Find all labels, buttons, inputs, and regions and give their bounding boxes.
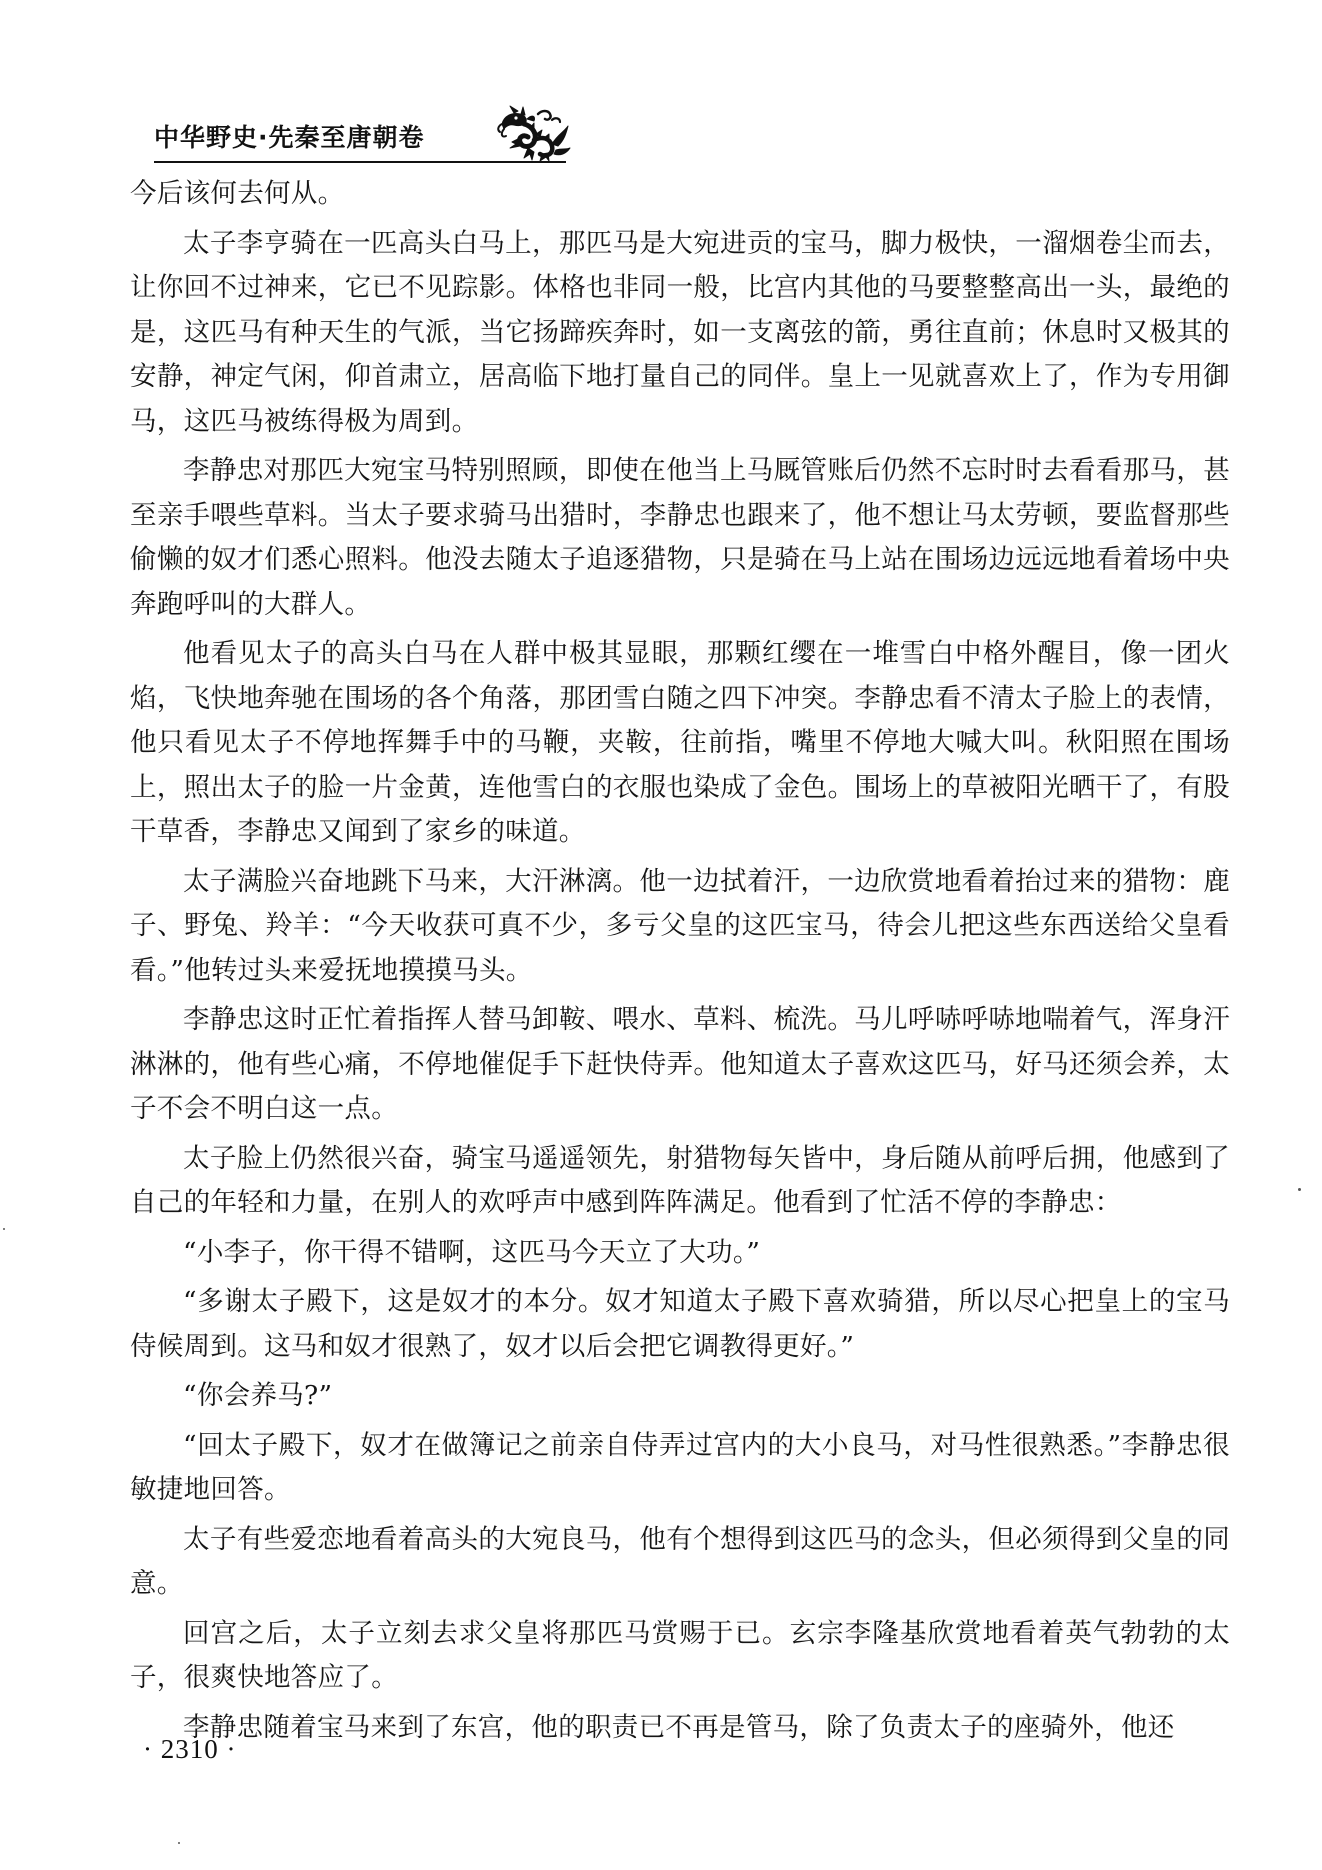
dialogue-paragraph: “多谢太子殿下，这是奴才的本分。奴才知道太子殿下喜欢骑猎，所以尽心把皇上的宝马侍候周到。这马和奴才很熟了，奴才以后会把它调教得更好。” [130,1286,1230,1362]
paragraph: 李静忠随着宝马来到了东宫，他的职责已不再是管马，除了负责太子的座骑外，他还 [183,1711,1175,1743]
scan-speck [178,1842,180,1844]
paragraph: 太子有些爱恋地看着高头的大宛良马，他有个想得到这匹马的念头，但必须得到父皇的同意。 [130,1523,1230,1599]
paragraph: 李静忠对那匹大宛宝马特别照顾，即使在他当上马厩管账后仍然不忘时时去看看那马，甚至亲手喂些草料。当太子要求骑马出猎时，李静忠也跟来了，他不想让马太劳顿，要监督那些偷懒的奴才们悉心照料。他没去随太子追逐猎物，只是骑在马上站在围场边远远地看着场中央奔跑呼叫的大群人。 [130,455,1230,620]
paragraph: 太子满脸兴奋地跳下马来，大汗淋漓。他一边拭着汗，一边欣赏地看着抬过来的猎物：鹿子、野兔、羚羊：“今天收获可真不少，多亏父皇的这匹宝马，待会儿把这些东西送给父皇看看。”他转过头来爱抚地摸摸马头。 [130,865,1230,986]
dialogue-paragraph: “你会养马?” [183,1380,333,1411]
paragraph: 他看见太子的高头白马在人群中极其显眼，那颗红缨在一堆雪白中格外醒目，像一团火焰，飞快地奔驰在围场的各个角落，那团雪白随之四下冲突。李静忠看不清太子脸上的表情，他只看见太子不停地挥舞手中的马鞭，夹鞍，往前指，嘴里不停地大喊大叫。秋阳照在围场上，照出太子的脸一片金黄，连他雪白的衣服也染成了金色。围场上的草被阳光晒干了，有股干草香，李静忠又闻到了家乡的味道。 [130,638,1230,847]
paragraph: 太子脸上仍然很兴奋，骑宝马遥遥领先，射猎物每矢皆中，身后随从前呼后拥，他感到了自己的年轻和力量，在别人的欢呼声中感到阵阵满足。他看到了忙活不停的李静忠： [130,1142,1230,1218]
book-title: 中华野史·先秦至唐朝卷 [154,123,425,152]
dialogue-paragraph: “回太子殿下，奴才在做簿记之前亲自侍弄过宫内的大小良马，对马性很熟悉。”李静忠很敏捷地回答。 [130,1429,1230,1505]
scan-speck [3,1228,5,1230]
header-rule [154,161,566,163]
page-number: · 2310 · [143,1734,237,1764]
running-head [154,104,574,164]
body-text [130,172,1230,1755]
paragraph: 回宫之后，太子立刻去求父皇将那匹马赏赐于已。玄宗李隆基欣赏地看着英气勃勃的太子，很爽快地答应了。 [130,1617,1230,1693]
dragon-icon [494,104,572,162]
paragraph: 李静忠这时正忙着指挥人替马卸鞍、喂水、草料、梳洗。马儿呼哧呼哧地喘着气，浑身汗淋淋的，他有些心痛，不停地催促手下赶快侍弄。他知道太子喜欢这匹马，好马还须会养，太子不会不明白这一点。 [130,1004,1230,1124]
paragraph: 太子李亨骑在一匹高头白马上，那匹马是大宛进贡的宝马，脚力极快，一溜烟卷尘而去，让你回不过神来，它已不见踪影。体格也非同一般，比宫内其他的马要整整高出一头，最绝的是，这匹马有种天生的气派，当它扬蹄疾奔时，如一支离弦的箭，勇往直前；休息时又极其的安静，神定气闲，仰首肃立，居高临下地打量自己的同伴。皇上一见就喜欢上了，作为专用御马，这匹马被练得极为周到。 [130,227,1230,437]
scan-speck [1298,1188,1301,1191]
dialogue-paragraph: “小李子，你干得不错啊，这匹马今天立了大功。” [183,1236,761,1268]
paragraph: 今后该何去何从。 [130,178,345,209]
